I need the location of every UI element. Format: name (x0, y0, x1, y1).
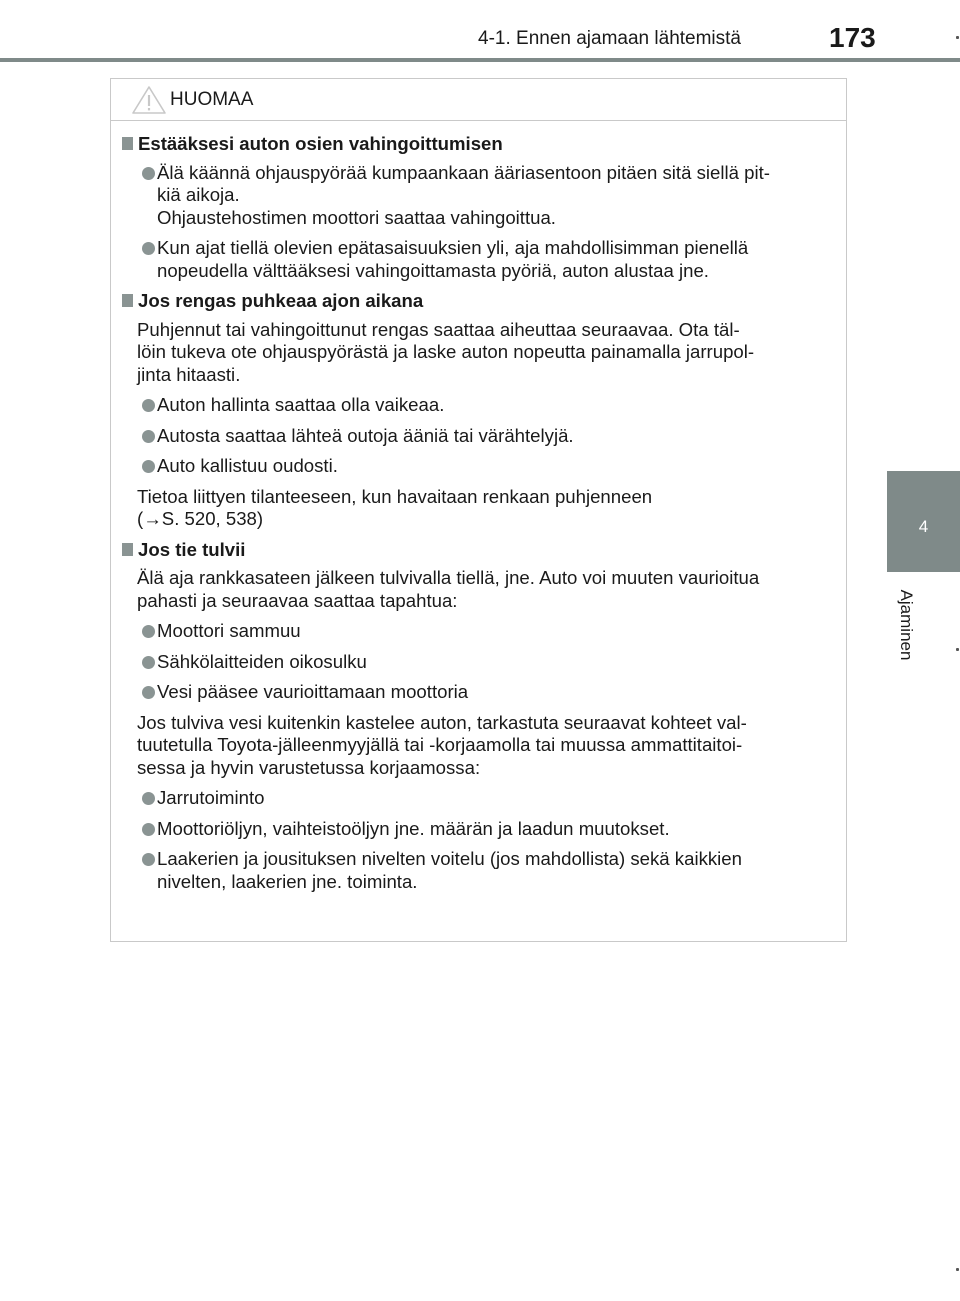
bullet-item (119, 787, 838, 810)
text-line: Autosta saattaa lähteä outoja ääniä tai värähtelyjä. (157, 424, 574, 446)
square-bullet-icon (122, 137, 133, 150)
section-heading-text: Jos tie tulvii (138, 538, 246, 560)
text-line: Älä käännä ohjauspyörää kumpaankaan ääriasentoon pitäen sitä siellä pit- (157, 161, 770, 183)
text-line: nivelten, laakerien jne. toiminta. (157, 870, 418, 892)
header-rule (0, 58, 960, 62)
text-line: löin tukeva ote ohjauspyörästä ja laske auton nopeutta painamalla jarrupol- (137, 341, 755, 362)
bullet-item (119, 651, 838, 674)
circle-bullet-icon (142, 399, 155, 412)
section-heading (119, 290, 838, 313)
notice-header (111, 79, 846, 121)
chapter-number: 4 (918, 517, 929, 536)
circle-bullet-icon (142, 625, 155, 638)
notice-content (111, 133, 846, 901)
square-bullet-icon (122, 543, 133, 556)
text-line: Puhjennut tai vahingoittunut rengas saattaa aiheuttaa seuraavaa. Ota täl- (137, 318, 740, 340)
text-line: tuutetulla Toyota-jälleenmyyjällä tai -korjaamolla tai muussa ammattitaitoi- (137, 734, 743, 755)
paragraph (119, 567, 838, 612)
circle-bullet-icon (142, 853, 155, 866)
text-line: Auto kallistuu oudosti. (157, 455, 338, 476)
paragraph (119, 486, 838, 531)
bullet-item (119, 394, 838, 417)
section-title: 4-1. Ennen ajamaan lähtemistä (478, 28, 741, 49)
warning-triangle-icon (131, 85, 167, 115)
text-line: Vesi pääsee vaurioittamaan moottoria (157, 681, 469, 702)
paragraph (119, 319, 838, 387)
text-line: Moottori sammuu (157, 620, 301, 641)
chapter-label-box (880, 580, 932, 670)
text-line: Sähkölaitteiden oikosulku (157, 650, 367, 672)
text-line: Kun ajat tiellä olevien epätasaisuuksien yli, aja mahdollisimman pienellä (157, 237, 749, 258)
text-line: pahasti ja seuraavaa saattaa tapahtua: (137, 589, 458, 611)
section-heading-text: Jos rengas puhkeaa ajon aikana (138, 290, 424, 311)
text-line: Ohjaustehostimen moottori saattaa vahingoittua. (157, 206, 556, 228)
text-line: Laakerien ja jousituksen nivelten voitelu (jos mahdollista) sekä kaikkien (157, 848, 742, 869)
text-line: Jos tulviva vesi kuitenkin kastelee auton, tarkastuta seuraavat kohteet val- (137, 711, 747, 733)
bullet-item (119, 848, 838, 893)
circle-bullet-icon (142, 430, 155, 443)
text-line: Jarrutoiminto (157, 787, 265, 808)
circle-bullet-icon (142, 242, 155, 255)
text-line: (→S. 520, 538) (137, 508, 264, 529)
bullet-item (119, 162, 838, 230)
bullet-item (119, 620, 838, 643)
circle-bullet-icon (142, 656, 155, 669)
circle-bullet-icon (142, 686, 155, 699)
text-line: kiä aikoja. (157, 184, 240, 205)
section-heading (119, 133, 838, 156)
section-heading (119, 539, 838, 562)
bullet-item (119, 425, 838, 448)
circle-bullet-icon (142, 792, 155, 805)
paragraph (119, 712, 838, 780)
section-heading-text: Estääksesi auton osien vahingoittumisen (138, 133, 503, 154)
text-line: nopeudella välttääksesi vahingoittamasta pyöriä, auton alustaa jne. (157, 259, 709, 281)
circle-bullet-icon (142, 823, 155, 836)
text-line: Tietoa liittyen tilanteeseen, kun havaitaan renkaan puhjenneen (137, 485, 653, 507)
bullet-item (119, 455, 838, 478)
bullet-item (119, 818, 838, 841)
text-line: Älä aja rankkasateen jälkeen tulvivalla tiellä, jne. Auto voi muuten vaurioitua (137, 567, 760, 588)
circle-bullet-icon (142, 460, 155, 473)
square-bullet-icon (122, 294, 133, 307)
text-line: Auton hallinta saattaa olla vaikeaa. (157, 394, 445, 415)
text-line: sessa ja hyvin varustetussa korjaamossa: (137, 756, 481, 778)
chapter-tab (887, 471, 960, 572)
notice-box (110, 78, 847, 942)
bullet-item (119, 237, 838, 282)
text-line: Moottoriöljyn, vaihteistoöljyn jne. määrän ja laadun muutokset. (157, 817, 670, 839)
chapter-label: Ajaminen (897, 589, 916, 661)
page-header (0, 0, 960, 64)
page-number: 173 (829, 22, 876, 53)
circle-bullet-icon (142, 167, 155, 180)
text-line: jinta hitaasti. (137, 363, 241, 385)
notice-title: HUOMAA (170, 89, 254, 110)
crop-mark (956, 36, 959, 39)
crop-mark (956, 648, 959, 651)
crop-mark (956, 1268, 959, 1271)
bullet-item (119, 681, 838, 704)
